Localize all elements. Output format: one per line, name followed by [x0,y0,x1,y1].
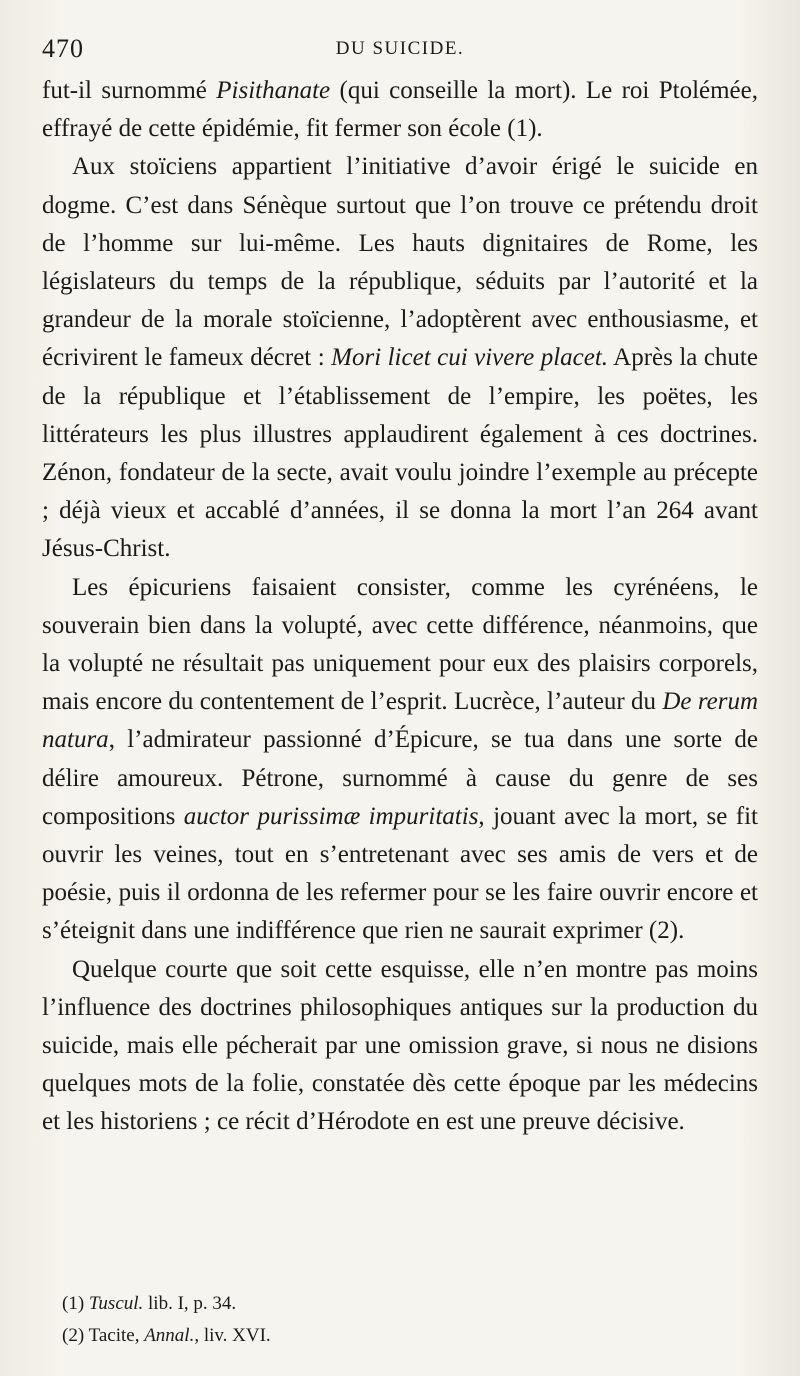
text-run: Après la chute de la république et l’établissement de l’empire, les poëtes, les littérateurs les plus illustres applaudirent également à ces doctrines. Zénon, fondateur de la secte, avait voulu joindre l’exemple au précepte ; déjà vieux et accablé d’années, il se donna la mort l’an 264 avant Jésus-Christ. [42,344,758,563]
italic-term: Pisithanate [216,77,331,104]
footnote-text: , liv. XVI. [194,1325,271,1346]
footnotes [62,1288,742,1352]
text-run: , l’admirateur passionné d’Épicure, se tua dans une sorte de délire amoureux. Pétrone, surnommé à cause du genre de ses compositions [42,726,758,830]
footnote-2 [62,1320,742,1352]
paragraph-3 [42,569,758,951]
text-run: , jouant avec la mort, se fit ouvrir les veines, tout en s’entretenant avec ses amis de vers et de poésie, puis il ordonna de les refermer pour se les faire ouvrir encore et s’éteignit dans une indifférence que rien ne saurait exprimer (2). [42,802,758,945]
footnote-title: Tuscul. [88,1293,144,1314]
text-run: Les épicuriens faisaient consister, comme les cyrénéens, le souverain bien dans la volupté, avec cette différence, néanmoins, que la volupté ne résultait pas uniquement pour eux des plaisirs corporels, mais encore du contentement de l’esprit. Lucrèce, l’auteur du [42,573,758,716]
running-head: DU SUICIDE. [335,38,465,59]
text-run: Quelque courte que soit cette esquisse, elle n’en montre pas moins l’influence des doctrines philosophiques antiques sur la production du suicide, mais elle pécherait par une omission grave, si nous ne disions quelques mots de la folie, constatée dès cette époque par les médecins et les historiens ; ce récit d’Hérodote en est une preuve décisive. [42,955,758,1136]
italic-title: De rerum natura [42,688,758,754]
footnote-1 [62,1288,742,1320]
page-header [42,34,758,68]
text-run: fut-il surnommé [42,77,217,104]
footnote-number: (2) [62,1325,85,1346]
paragraph-1 [42,72,758,148]
page-number: 470 [42,34,84,63]
paragraph-4 [42,951,758,1142]
italic-quote: auctor purissimæ impuritatis [183,802,479,830]
footnote-text: lib. I, p. 34. [143,1293,237,1314]
text-run: (qui conseille la mort). Le roi Ptolémée, effrayé de cette épidémie, fit fermer son école (1). [42,77,758,143]
body-text [42,72,758,1142]
footnote-number: (1) [62,1293,85,1314]
paragraph-2 [42,148,758,568]
italic-quote: Mori licet cui vivere placet. [331,344,609,372]
text-run: Aux stoïciens appartient l’initiative d’avoir érigé le suicide en dogme. C’est dans Sénèque surtout que l’on trouve ce prétendu droit de l’homme sur lui-même. Les hauts dignitaires de Rome, les législateurs du temps de la république, séduits par l’autorité et la grandeur de la morale stoïcienne, l’adoptèrent avec enthousiasme, et écrivirent le fameux décret : [42,153,758,372]
footnote-text: Tacite, [84,1325,145,1346]
footnote-title: Annal. [144,1325,195,1346]
